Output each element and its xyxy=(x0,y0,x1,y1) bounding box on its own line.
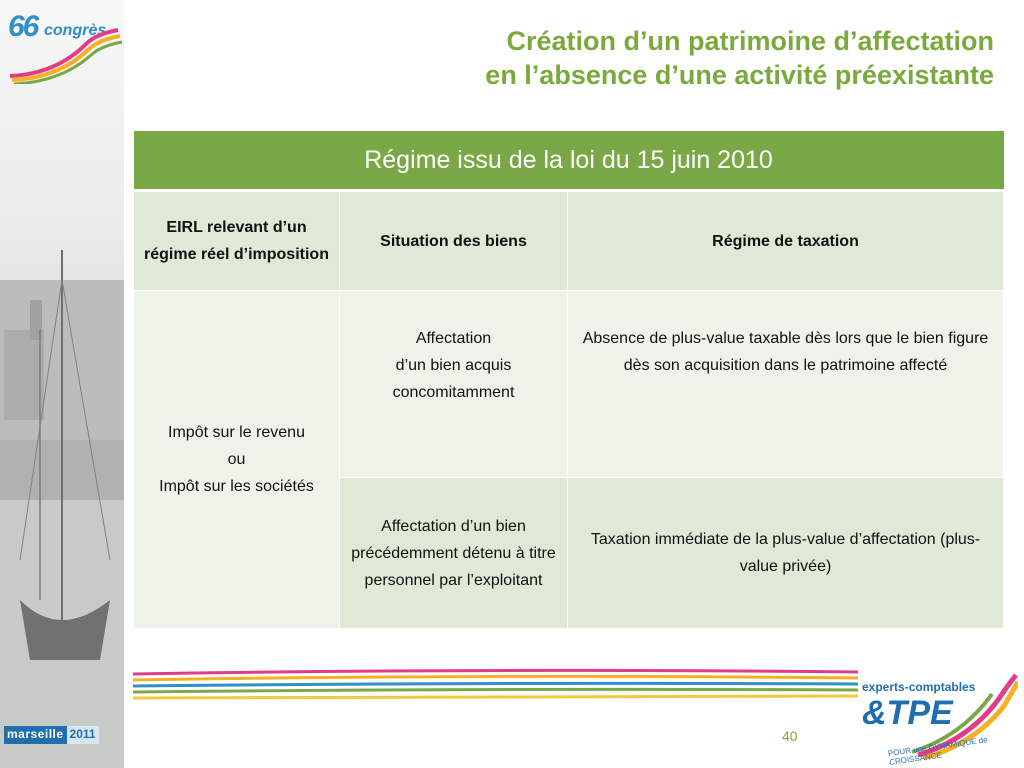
side-photo-panel xyxy=(0,0,124,768)
experts-comptables-tpe-logo xyxy=(858,660,1018,767)
situation-1-line-2: d’un bien acquis concomitamment xyxy=(392,357,515,401)
regime-table xyxy=(133,131,1004,629)
congres-text: congrès xyxy=(44,22,107,39)
situation-cell-2: Affectation d’un bien précédemment détenu à titre personnel par l’exploitant xyxy=(340,478,568,629)
header-situation: Situation des biens xyxy=(340,191,568,291)
impot-cell xyxy=(134,291,340,629)
table-row xyxy=(134,291,1004,478)
page-title xyxy=(334,24,994,92)
impot-line-2: ou xyxy=(227,451,246,468)
situation-1-line-1: Affectation xyxy=(415,330,492,347)
congres-number: 66 xyxy=(8,10,38,43)
city-label: marseille xyxy=(4,726,67,744)
title-line-2: en l’absence d’une activité préexistante xyxy=(485,60,994,90)
year-label: 2011 xyxy=(67,726,99,744)
taxation-cell-2: Taxation immédiate de la plus-value d’affectation (plus-value privée) xyxy=(568,478,1004,629)
swoosh-icon xyxy=(6,14,124,84)
decorative-stripes xyxy=(133,668,858,708)
taxation-cell-1: Absence de plus-value taxable dès lors que le bien figure dès son acquisition dans le patrimoine affecté xyxy=(568,291,1004,478)
impot-line-3: Impôt sur les sociétés xyxy=(159,478,314,495)
partner-line-2: &TPE xyxy=(862,694,953,732)
congres-logo xyxy=(6,10,124,84)
page-number: 40 xyxy=(782,728,798,744)
partner-line-1: experts-comptables xyxy=(862,680,976,694)
table-banner: Régime issu de la loi du 15 juin 2010 xyxy=(134,131,1004,191)
header-eirl: EIRL relevant d’un régime réel d’imposition xyxy=(134,191,340,291)
title-line-1: Création d’un patrimoine d’affectation xyxy=(506,26,994,56)
marseille-logo xyxy=(4,726,122,744)
table-header-row xyxy=(134,191,1004,291)
header-taxation: Régime de taxation xyxy=(568,191,1004,291)
situation-cell-1 xyxy=(340,291,568,478)
partner-tagline: POUR une DYNAMIQUE de CROISSANCE xyxy=(887,735,989,767)
impot-line-1: Impôt sur le revenu xyxy=(168,424,305,441)
harbor-photo-image xyxy=(0,0,124,768)
